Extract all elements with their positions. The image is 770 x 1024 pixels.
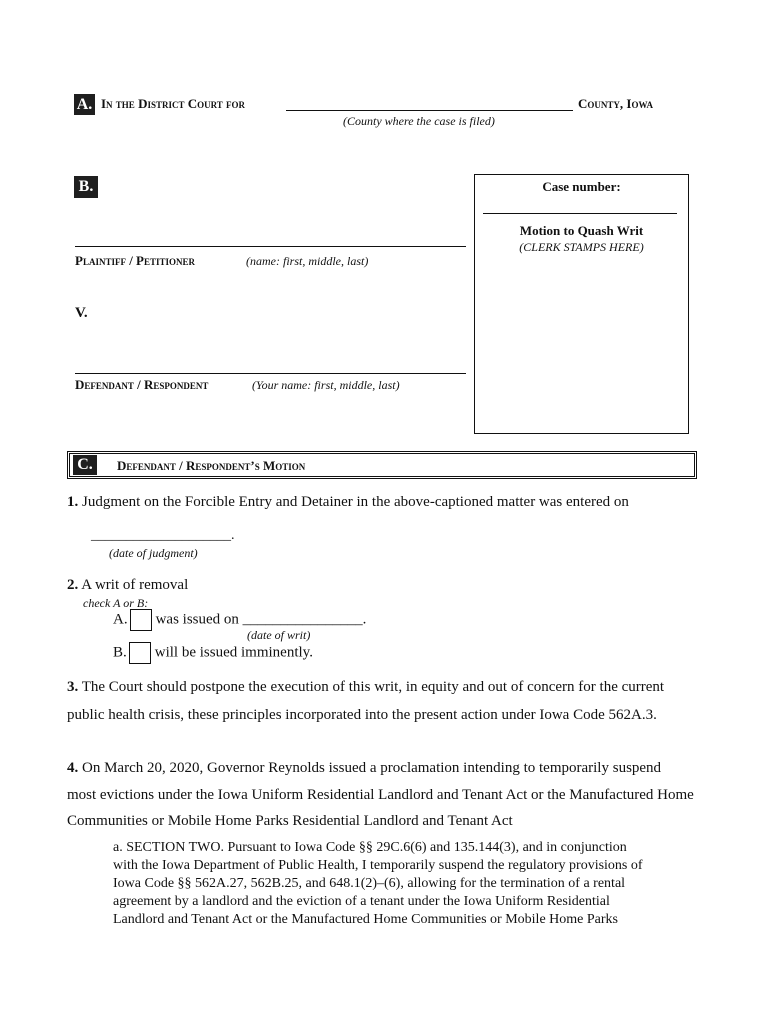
county-field[interactable]: [286, 94, 573, 111]
item-2-number: 2.: [67, 577, 79, 593]
option-b: [113, 642, 313, 664]
item-1-text: Judgment on the Forcible Entry and Detainer in the above-captioned matter was entered on: [82, 494, 629, 510]
item-2-instruction: check A or B:: [83, 596, 149, 610]
sub-a-line: agreement by a landlord and the eviction of a tenant under the Iowa Uniform Residential: [113, 894, 610, 909]
item-4-line-2: most evictions under the Iowa Uniform Residential Landlord and Tenant Act or the Manufactured Home: [67, 787, 694, 803]
defendant-hint: (Your name: first, middle, last): [252, 378, 400, 392]
writ-date-hint: (date of writ): [247, 628, 311, 642]
sub-a-line: with the Iowa Department of Public Health, I temporarily suspend the regulatory provisions of: [113, 858, 643, 873]
document-title: Motion to Quash Writ: [519, 223, 644, 238]
case-number-label: Case number:: [542, 179, 621, 194]
item-3-text: The Court should postpone the execution of this writ, in equity and out of concern for the current: [81, 679, 665, 695]
option-a-checkbox[interactable]: [130, 609, 152, 631]
judgment-date-field[interactable]: ____________________.: [91, 528, 235, 543]
court-prefix: In the District Court for: [101, 96, 246, 111]
item-4-number: 4.: [67, 760, 79, 776]
item-4-line-3: Communities or Mobile Home Parks Residential Landlord and Tenant Act: [67, 813, 513, 829]
clerk-note: (CLERK STAMPS HERE): [519, 240, 644, 254]
item-4-line-1: [67, 760, 661, 777]
versus: V.: [75, 305, 88, 321]
section-c-title: Defendant / Respondent’s Motion: [117, 458, 306, 473]
item-1: [67, 494, 629, 511]
plaintiff-hint: (name: first, middle, last): [246, 254, 369, 268]
sub-a-line: Iowa Code §§ 562A.27, 562B.25, and 648.1(2)–(6), allowing for the termination of a rental: [113, 876, 626, 891]
county-hint: (County where the case is filed): [343, 114, 495, 128]
item-4-text: On March 20, 2020, Governor Reynolds issued a proclamation intending to temporarily suspend: [82, 760, 662, 776]
section-c-header: [67, 451, 697, 479]
option-a-text: was issued on ________________.: [155, 611, 367, 628]
item-3-line-2: public health crisis, these principles incorporated into the present action under Iowa Code 562A.3.: [67, 707, 657, 723]
option-b-text: will be issued imminently.: [154, 644, 313, 661]
sub-a-line: Landlord and Tenant Act or the Manufactured Home Communities or Mobile Home Parks: [113, 912, 618, 927]
item-4-sub-a: [113, 839, 643, 929]
plaintiff-label: Plaintiff / Petitioner: [75, 253, 196, 268]
case-number-field[interactable]: [483, 197, 677, 214]
item-3-line-1: [67, 679, 664, 696]
case-box: [474, 174, 689, 434]
section-a-badge: A.: [74, 94, 95, 115]
defendant-label: Defendant / Respondent: [75, 377, 209, 392]
item-2-text: A writ of removal: [81, 577, 189, 593]
option-b-checkbox[interactable]: [129, 642, 151, 664]
sub-a-line: a. SECTION TWO. Pursuant to Iowa Code §§ 29C.6(6) and 135.144(3), and in conjunction: [113, 840, 627, 855]
option-b-letter: B.: [113, 644, 127, 661]
item-2: [67, 577, 188, 594]
option-a: [113, 609, 366, 631]
option-a-letter: A.: [113, 611, 128, 628]
judgment-date-hint: (date of judgment): [109, 546, 198, 560]
section-c-badge: C.: [73, 455, 97, 475]
section-b-badge: B.: [74, 176, 98, 198]
item-3-number: 3.: [67, 679, 79, 695]
defendant-name-field[interactable]: [75, 355, 466, 374]
item-1-number: 1.: [67, 494, 79, 510]
plaintiff-name-field[interactable]: [75, 228, 466, 247]
county-suffix: County, Iowa: [578, 96, 653, 111]
